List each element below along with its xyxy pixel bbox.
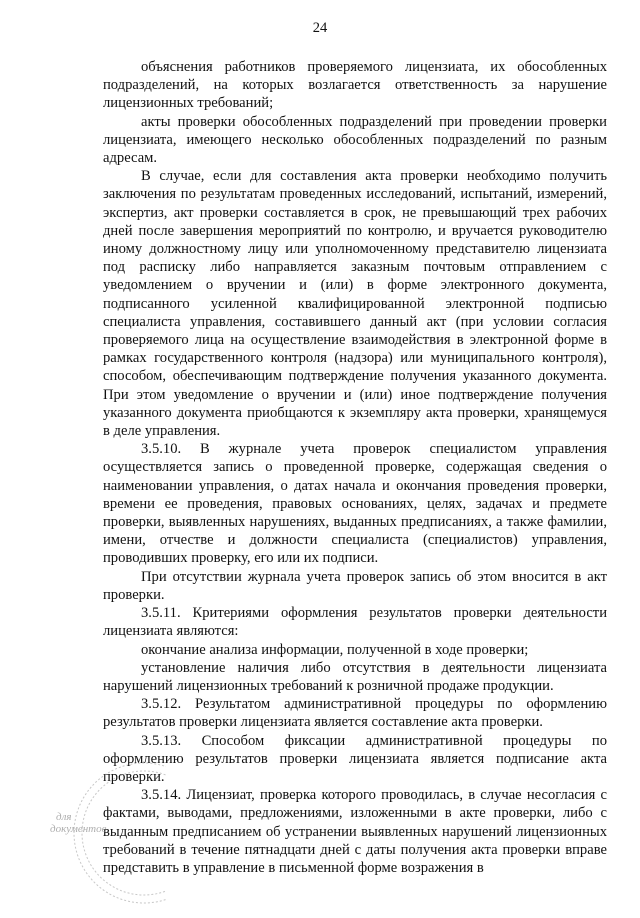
paragraph: 3.5.13. Способом фиксации административной процедуры по оформлению результатов проверки лицензиата является подписание акта проверки.	[103, 732, 607, 785]
paragraph: установление наличия либо отсутствия в деятельности лицензиата нарушений лицензионных требований к розничной продаже продукции.	[103, 659, 607, 694]
paragraph: 3.5.10. В журнале учета проверок специалистом управления осуществляется запись о проведенной проверке, содержащая сведения о наименовании управления, о датах начала и окончания проведения проверки, времени ее проведения, правовых основаниях, целях, задачах и предмете проверки, выявленных нарушениях, выданных предписаниях, а также фамилии, имени, отчестве и должности специалиста (специалистов) управления, проводивших проверку, его или их подписи.	[103, 441, 607, 567]
paragraph: акты проверки обособленных подразделений при проведении проверки лицензиата, имеющего несколько обособленных подразделений по разным адресам.	[103, 113, 607, 167]
paragraph: В случае, если для составления акта проверки необходимо получить заключения по результатам проведенных исследований, испытаний, измерений, экспертиз, акт проверки составляется в срок, не превышающий трех рабочих дней после завершения мероприятий по контролю, и вручается руководителю иному должностному лицу или уполномоченному представителю лицензиата под расписку либо направляется заказным почтовым отправлением с уведомлением о вручении и (или) в форме электронного документа, подписанного усиленной квалифицированной электронной подписью специалиста управления, составившего данный акт (при условии согласия проверяемого лица на осуществление взаимодействия в электронной форме в рамках государственного контроля (надзора) или муниципального контроля), способом, обеспечивающим подтверждение получения указанного документа. При этом уведомление о вручении и (или) иное подтверждение получения указанного документа приобщаются к экземпляру акта проверки, хранящемуся в деле управления.	[103, 168, 607, 440]
paragraph: При отсутствии журнала учета проверок запись об этом вносится в акт проверки.	[103, 568, 607, 603]
document-body	[103, 58, 607, 877]
svg-text:документов: документов	[50, 823, 107, 835]
paragraph: окончание анализа информации, полученной в ходе проверки;	[141, 641, 529, 658]
page-number: 24	[312, 20, 328, 36]
svg-text:для: для	[56, 811, 72, 823]
paragraph: 3.5.12. Результатом административной процедуры по оформлению результатов проверки лицензиата является составление акта проверки.	[103, 696, 607, 731]
paragraph: объяснения работников проверяемого лицензиата, их обособленных подразделений, на которых возлагается ответственность за нарушение лицензионных требований;	[103, 59, 607, 112]
paragraph: 3.5.11. Критериями оформления результатов проверки деятельности лицензиата являются:	[103, 605, 607, 640]
paragraph: 3.5.14. Лицензиат, проверка которого проводилась, в случае несогласия с фактами, выводами, предложениями, изложенными в акте проверки, либо с выданным предписанием об устранении выявленных нарушений лицензионных требований в течение пятнадцати дней с даты получения акта проверки вправе представить в управление в письменной форме возражения в	[103, 787, 607, 876]
